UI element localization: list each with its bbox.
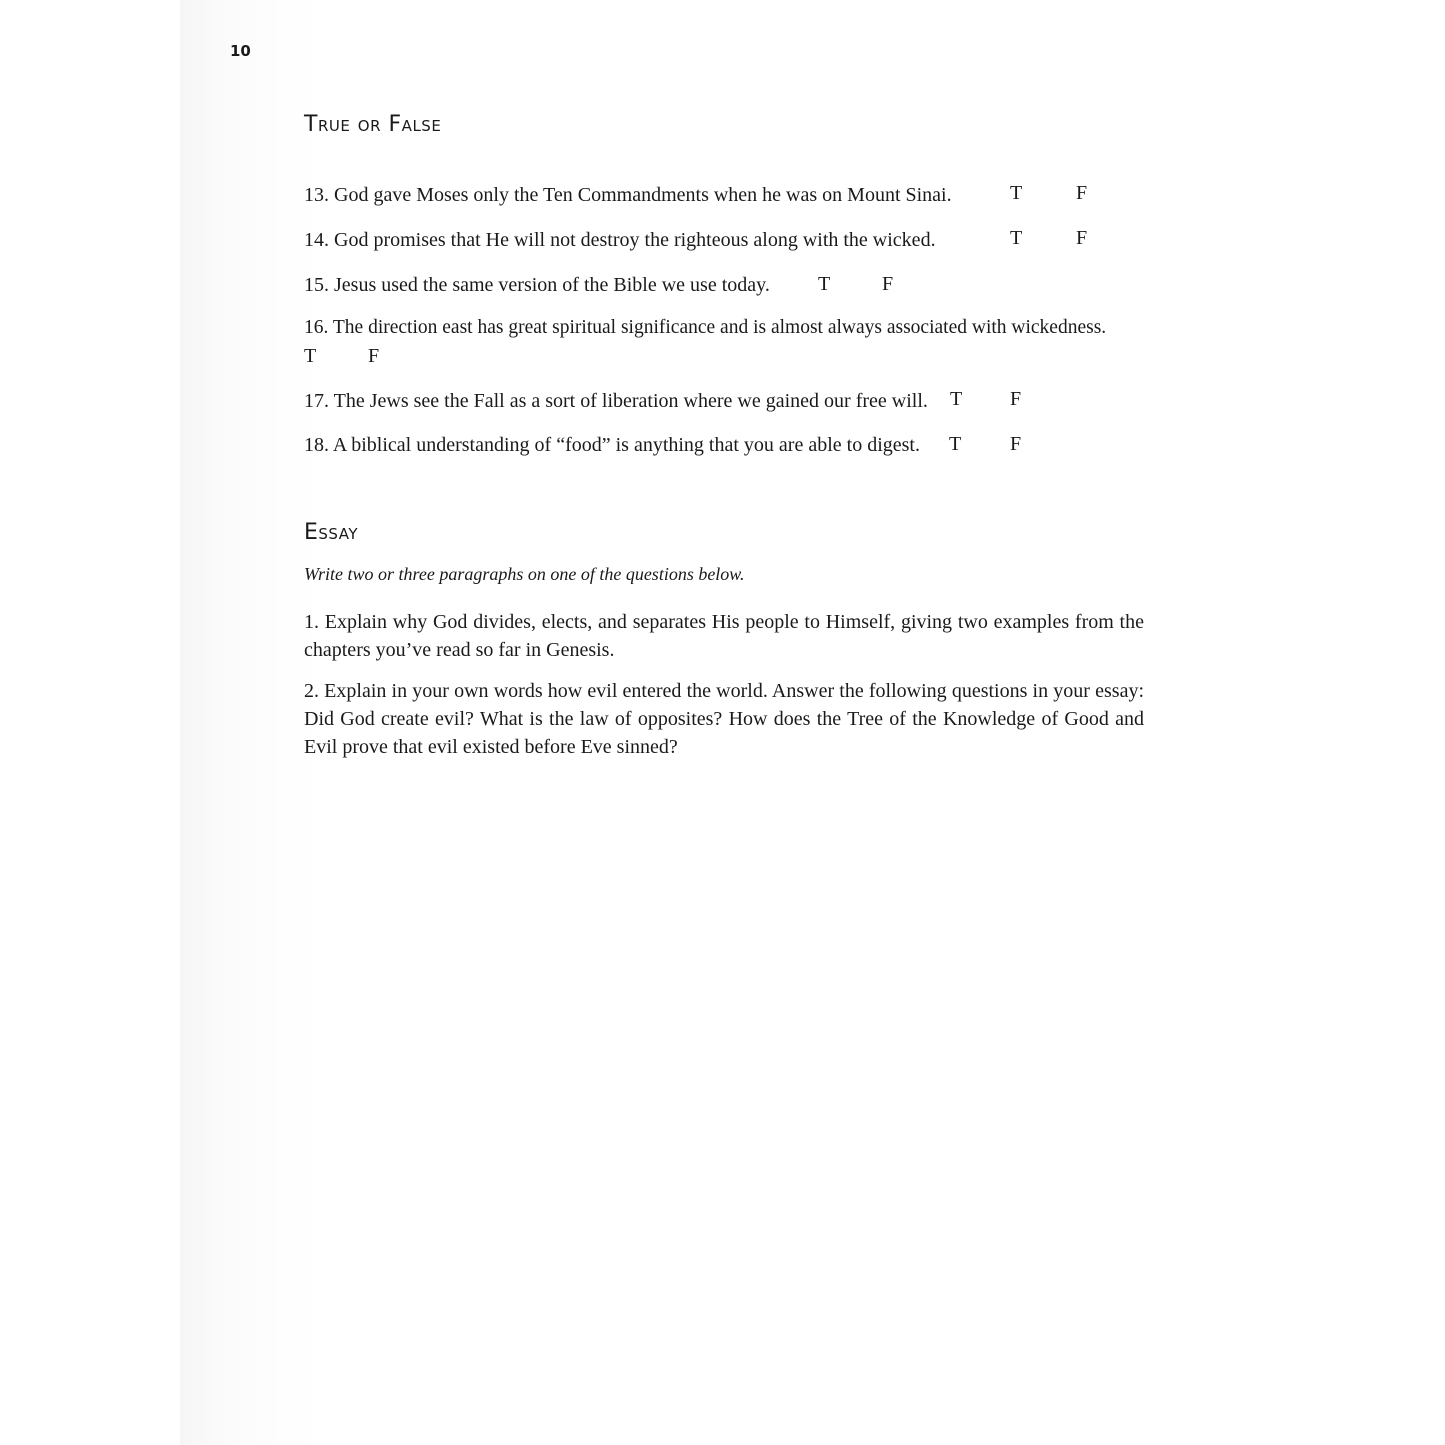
tf-16-false-option[interactable]: F — [368, 345, 380, 367]
tf-question-13: 13. God gave Moses only the Ten Commandments when he was on Mount Sinai. — [304, 184, 952, 206]
tf-13-true-option[interactable]: T — [1010, 182, 1023, 204]
true-false-heading: True or False — [304, 112, 442, 137]
essay-heading: Essay — [304, 520, 358, 545]
tf-18-false-option[interactable]: F — [1010, 433, 1022, 455]
tf-17-false-option[interactable]: F — [1010, 388, 1022, 410]
tf-15-false-option[interactable]: F — [882, 273, 894, 295]
tf-15-true-option[interactable]: T — [818, 273, 831, 295]
tf-question-18: 18. A biblical understanding of “food” is anything that you are able to digest. — [304, 434, 920, 456]
tf-question-14: 14. God promises that He will not destroy the righteous along with the wicked. — [304, 229, 936, 251]
essay-question-1: 1. Explain why God divides, elects, and separates His people to Himself, giving two examples from the chapters you’ve read so far in Genesis. — [304, 611, 1144, 661]
tf-question-15: 15. Jesus used the same version of the Bible we use today. — [304, 274, 770, 296]
essay-question-2: 2. Explain in your own words how evil entered the world. Answer the following questions in your essay: Did God create evil? What is the law of opposites? How does the Tree of the Knowledge of Good and Evil prove that evil existed before Eve sinned? — [304, 680, 1144, 758]
tf-question-17: 17. The Jews see the Fall as a sort of liberation where we gained our free will. — [304, 390, 928, 412]
tf-16-true-option[interactable]: T — [304, 345, 317, 367]
page-number: 10 — [230, 42, 251, 60]
tf-14-true-option[interactable]: T — [1010, 227, 1023, 249]
tf-13-false-option[interactable]: F — [1076, 182, 1088, 204]
essay-instructions: Write two or three paragraphs on one of the questions below. — [304, 564, 745, 584]
tf-18-true-option[interactable]: T — [949, 433, 962, 455]
tf-17-true-option[interactable]: T — [950, 388, 963, 410]
tf-question-16: 16. The direction east has great spiritual significance and is almost always associated with wickedness. — [304, 317, 1107, 338]
tf-14-false-option[interactable]: F — [1076, 227, 1088, 249]
